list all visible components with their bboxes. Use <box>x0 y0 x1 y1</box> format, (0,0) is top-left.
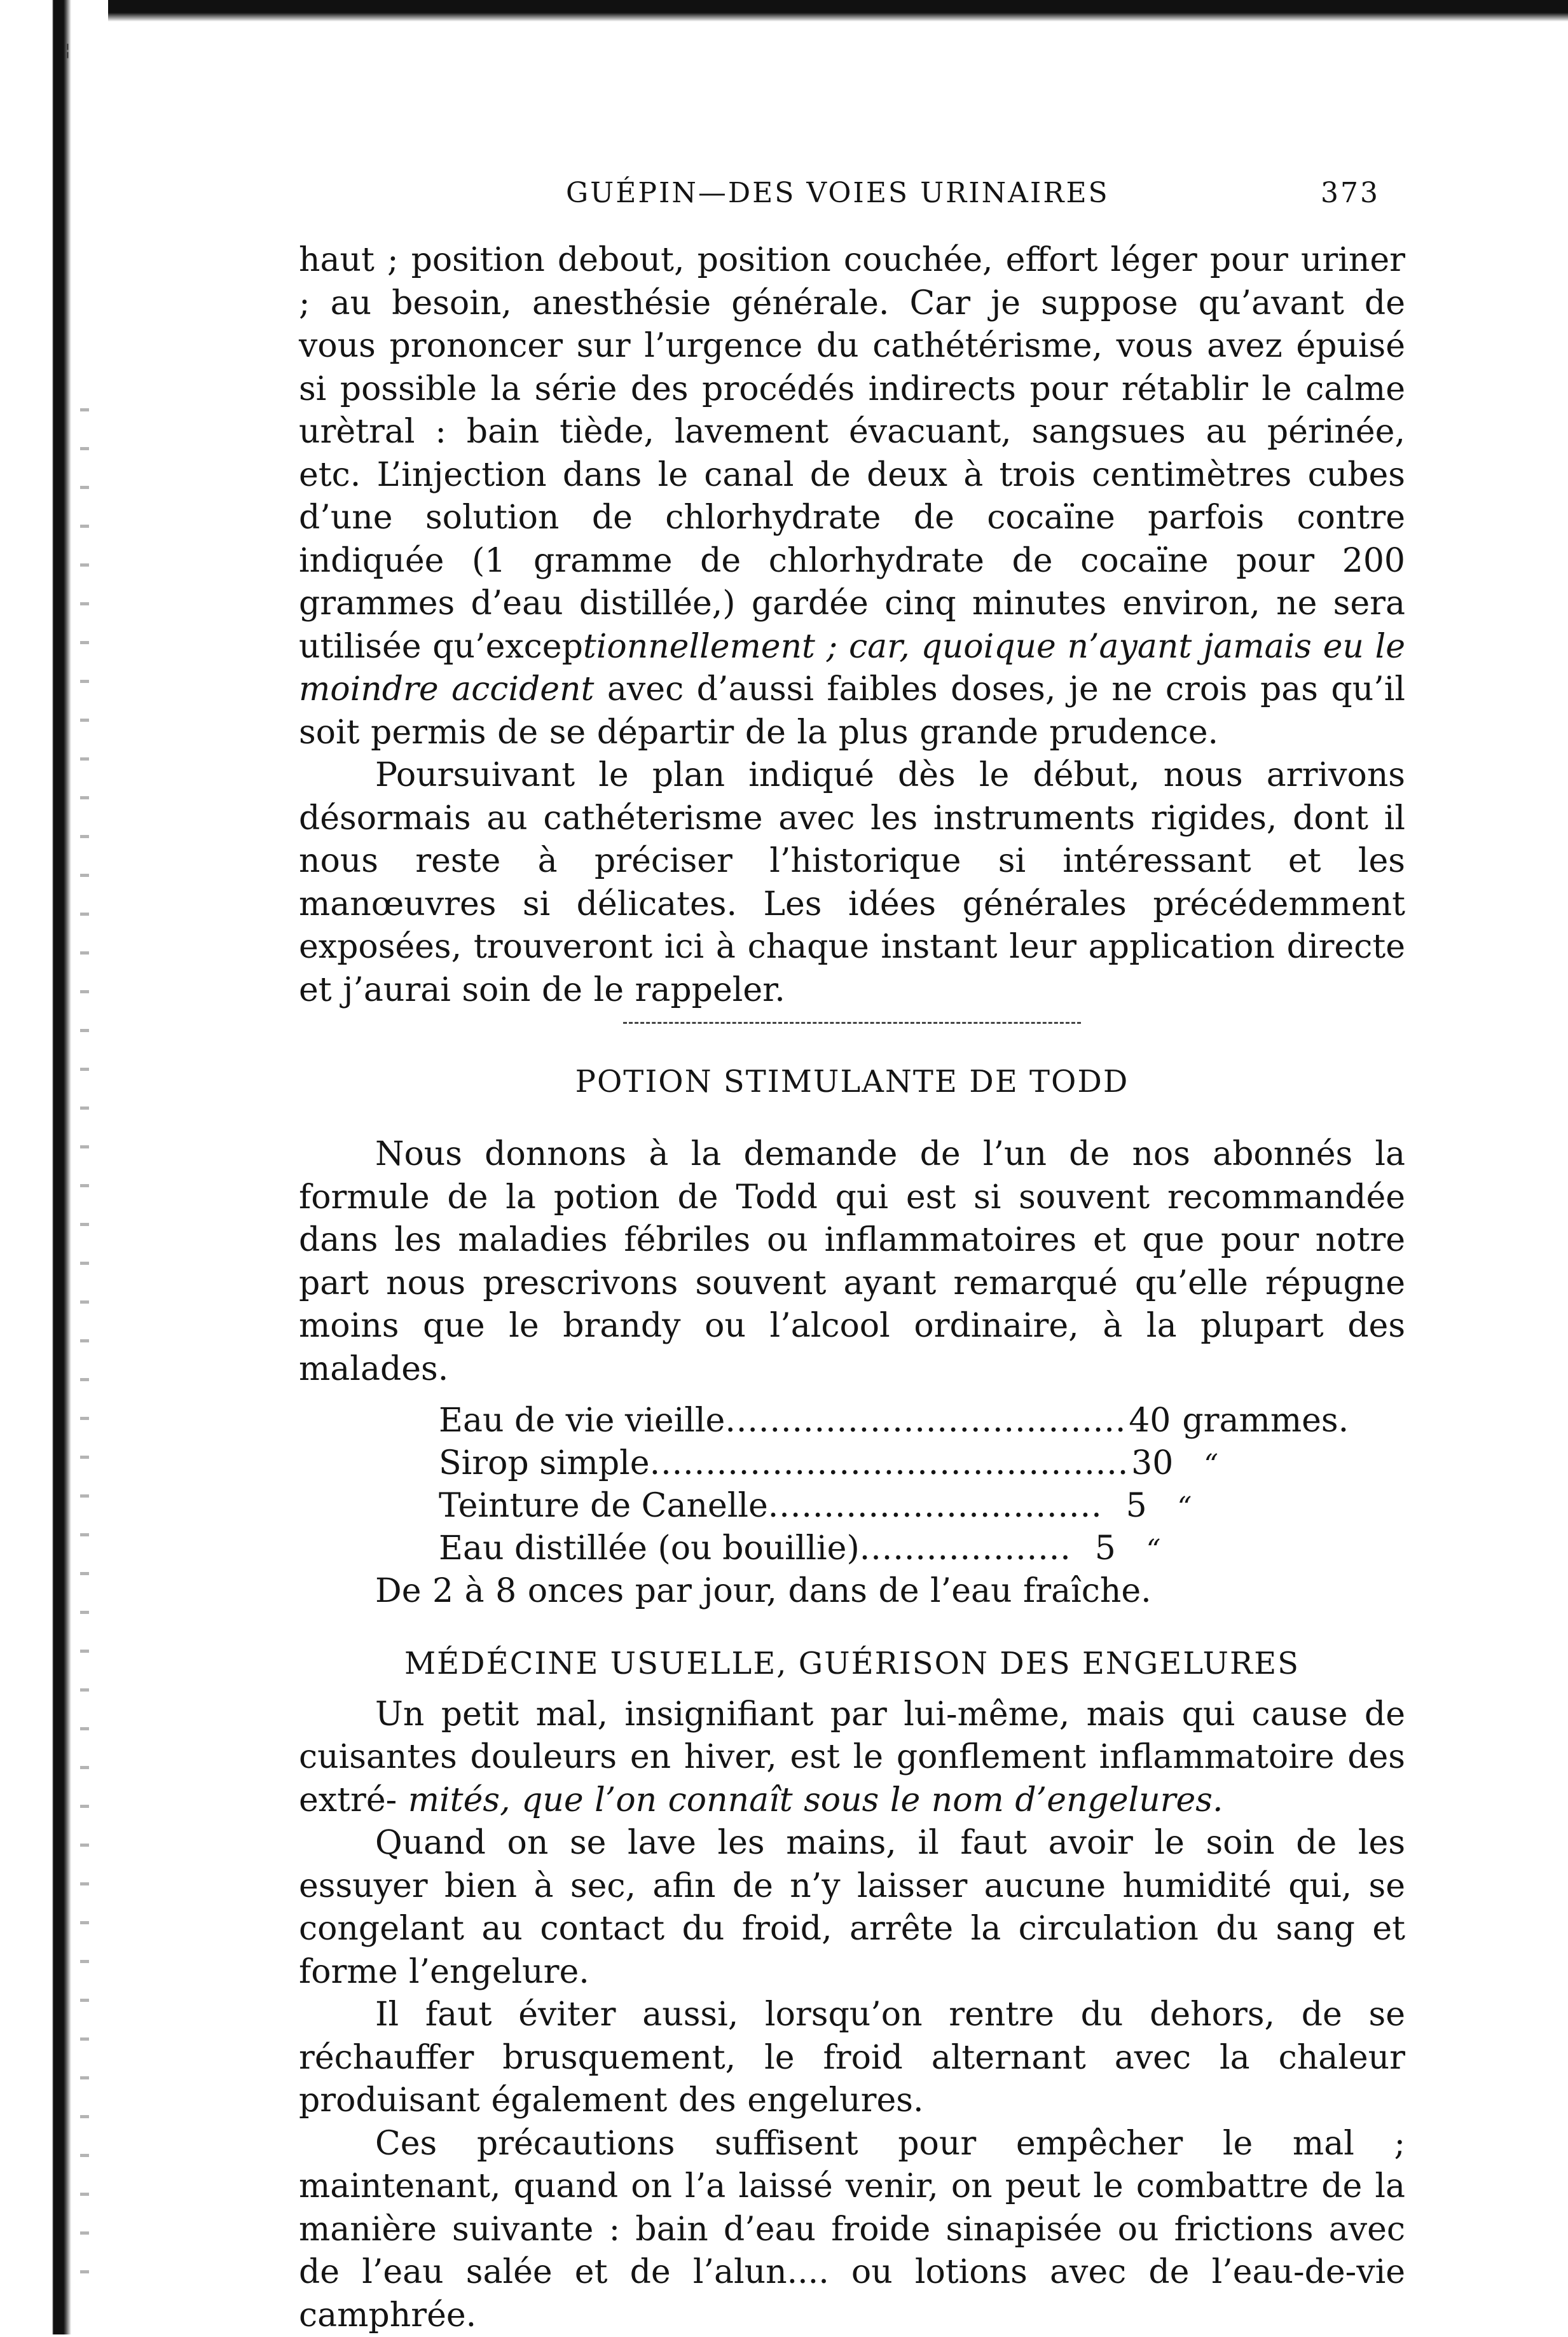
ingredient-unit: “ <box>1173 1444 1218 1487</box>
recipe-row <box>299 1485 1405 1527</box>
leader-dots: .................................... <box>725 1400 1126 1443</box>
todd-section-title: POTION STIMULANTE DE TODD <box>299 1059 1405 1104</box>
leader-dots: ........................................... <box>650 1442 1129 1486</box>
recipe-row <box>299 1527 1405 1570</box>
paragraph-engelures-2: Quand on se lave les mains, il faut avoir le soin de les essuyer bien à sec, afin de n’y laisser aucune humidité qui, se congelant au contact du froid, arrête la circulation du sang et forme l’engelure. <box>299 1822 1405 1994</box>
engelures-italic-text: mités, que l’on connaît sous le nom d’engelures. <box>408 1781 1223 1819</box>
paragraph-engelures-4: Ces précautions suffisent pour empêcher le mal ; maintenant, quand on l’a laissé venir, on peut le combattre de la manière suivante : bain d’eau froide sinapisée ou frictions avec de l’eau salée et de l’alun.... ou lotions avec de l’eau-de-vie camphrée. <box>299 2123 1405 2337</box>
ingredient-quantity: 5 <box>1071 1527 1116 1571</box>
engelures-section-title: MÉDÉCINE USUELLE, GUÉRISON DES ENGELURES <box>299 1641 1405 1686</box>
ingredient-quantity: 40 <box>1126 1400 1171 1443</box>
corner-mark: ¦ <box>65 41 71 60</box>
dose-instruction: De 2 à 8 onces par jour, dans de l’eau fraîche. <box>299 1570 1405 1613</box>
leader-dots: .............................. <box>768 1485 1103 1528</box>
ingredient-name: Eau de vie vieille <box>439 1400 725 1443</box>
binding-stitching <box>80 394 89 2302</box>
book-binding-edge <box>0 0 108 2334</box>
ingredient-name: Eau distillée (ou bouillie) <box>439 1527 860 1571</box>
recipe-row <box>299 1442 1405 1485</box>
recipe-list <box>299 1400 1405 1570</box>
section-separator <box>623 1022 1081 1024</box>
ingredient-unit: “ <box>1147 1486 1192 1529</box>
todd-intro-paragraph: Nous donnons à la demande de l’un de nos abonnés la formule de la potion de Todd qui est si souvent recommandée dans les maladies fébriles ou inflammatoires et que pour notre part nous prescrivons souvent ayant remarqué qu’elle répugne moins que le brandy ou l’alcool ordinaire, à la plupart des malades. <box>299 1133 1405 1391</box>
engelures-text-1: Un petit mal, insignifiant par lui-même, mais qui cause de cuisantes douleurs en hiver, est le gonflement inflammatoire des extré- <box>299 1695 1405 1819</box>
paragraph-engelures-3: Il faut éviter aussi, lorsqu’on rentre du dehors, de se réchauffer brusquement, le froid alternant avec la chaleur produisant également des engelures. <box>299 1994 1405 2123</box>
ingredient-quantity: 5 <box>1103 1485 1147 1528</box>
page-number: 373 <box>1321 172 1380 215</box>
paragraph-urinary-1 <box>299 239 1405 754</box>
ingredient-quantity: 30 <box>1129 1442 1173 1486</box>
leader-dots: ................... <box>860 1527 1071 1571</box>
recipe-row <box>299 1400 1405 1442</box>
ingredient-unit: “ <box>1116 1529 1161 1572</box>
paragraph-engelures-1 <box>299 1693 1405 1823</box>
page-top-edge <box>0 0 1568 22</box>
running-title: GUÉPIN—DES VOIES URINAIRES <box>566 172 1110 215</box>
urinary-text-1: haut ; position debout, position couchée, effort léger pour uriner ; au besoin, anesthésie générale. Car je suppose qu’avant de vous prononcer sur l’urgence du cathétérisme, vous avez épuisé si possible la série des procédés indirects pour rétablir le calme urètral : bain tiède, lavement évacuant, sangsues au périnée, etc. L’injection dans le canal de deux à trois centimètres cubes d’une solution de chlorhydrate de cocaïne parfois contre indiquée (1 gramme de chlorhydrate de cocaïne pour 200 grammes d’eau distillée,) gardée cinq minutes environ, ne sera utilisée qu’excep <box>299 241 1405 666</box>
page-body <box>299 172 1405 2337</box>
urinary-text-1-end: avec d’aussi faibles doses, je ne crois pas qu’il soit permis de se départir de la plus grande prudence. <box>299 670 1405 752</box>
paragraph-urinary-2: Poursuivant le plan indiqué dès le début, nous arrivons désormais au cathéterisme avec les instruments rigides, dont il nous reste à préciser l’historique si intéressant et les manœuvres si délicates. Les idées générales précédemment exposées, trouveront ici à chaque instant leur application directe et j’aurai soin de le rappeler. <box>299 754 1405 1012</box>
ingredient-name: Teinture de Canelle <box>439 1485 768 1528</box>
ingredient-unit: grammes. <box>1171 1400 1349 1443</box>
running-head <box>299 172 1405 216</box>
ingredient-name: Sirop simple <box>439 1442 650 1486</box>
urinary-italic-text: tionnellement ; car, quoique n’ayant jamais eu le moindre accident <box>299 628 1405 709</box>
